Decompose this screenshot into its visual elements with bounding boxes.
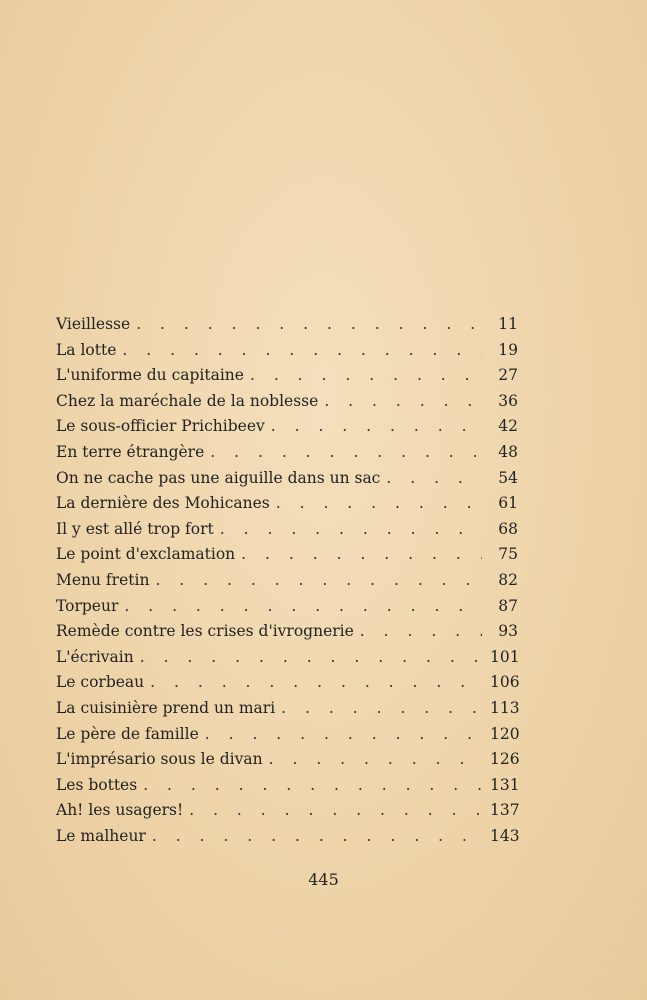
leader-dots: [136, 312, 482, 338]
toc-entry: [56, 440, 518, 466]
toc-entry: [56, 670, 518, 696]
toc-entry-title: Le corbeau: [56, 673, 145, 692]
toc-entry-title: En terre étrangère: [56, 442, 205, 461]
toc-entry-title: Le malheur: [56, 826, 146, 845]
leader-dots: [210, 440, 482, 466]
toc-entry: [56, 645, 518, 671]
leader-dots: [269, 747, 482, 773]
leader-dots: [143, 773, 482, 799]
leader-dots: [386, 466, 482, 492]
toc-entry: [56, 517, 518, 543]
toc-entry: [56, 338, 518, 364]
toc-entry-page: 131: [490, 775, 520, 794]
toc-entry-page: 42: [498, 417, 518, 436]
toc-entry: [56, 798, 518, 824]
leader-dots: [276, 491, 482, 517]
toc-entry-page: 19: [498, 340, 518, 359]
toc-entry-page: 54: [498, 468, 518, 487]
toc-entry-page: 11: [498, 315, 518, 333]
toc-entry-page: 120: [490, 724, 520, 743]
toc-entry-title: L'uniforme du capitaine: [56, 366, 244, 385]
toc-entry: [56, 568, 518, 594]
leader-dots: [220, 517, 482, 543]
toc-entry-title: Torpeur: [56, 596, 119, 615]
toc-entry-page: 101: [490, 647, 520, 666]
toc-entry-page: 75: [498, 545, 518, 564]
toc-entry-title: Les bottes: [56, 775, 138, 794]
toc-entry-title: L'écrivain: [56, 647, 134, 666]
table-of-contents: [56, 312, 518, 849]
toc-entry-title: Le sous-officier Prichibeev: [56, 417, 265, 436]
toc-entry: [56, 389, 518, 415]
toc-entry: [56, 414, 518, 440]
toc-entry-title: Il y est allé trop fort: [56, 519, 214, 538]
leader-dots: [155, 568, 482, 594]
toc-entry-page: 93: [498, 622, 518, 641]
toc-entry: [56, 594, 518, 620]
leader-dots: [324, 389, 482, 415]
toc-entry: [56, 619, 518, 645]
toc-entry-page: 48: [498, 442, 518, 461]
toc-entry-title: Le père de famille: [56, 724, 199, 743]
toc-entry: [56, 747, 518, 773]
toc-entry: [56, 491, 518, 517]
toc-entry-title: Le point d'exclamation: [56, 545, 236, 564]
toc-entry-title: Remède contre les crises d'ivrognerie: [56, 622, 354, 641]
leader-dots: [281, 696, 482, 722]
leader-dots: [360, 619, 482, 645]
toc-entry: [56, 773, 518, 799]
leader-dots: [152, 824, 482, 850]
leader-dots: [122, 338, 482, 364]
toc-entry-page: 61: [498, 494, 518, 513]
toc-entry-page: 36: [498, 391, 518, 410]
toc-entry-title: Vieillesse: [56, 315, 131, 333]
toc-entry-title: La cuisinière prend un mari: [56, 698, 276, 717]
leader-dots: [124, 594, 482, 620]
toc-entry-title: La dernière des Mohicanes: [56, 494, 270, 513]
leader-dots: [140, 645, 482, 671]
toc-entry-page: 87: [498, 596, 518, 615]
toc-entry-title: La lotte: [56, 340, 117, 359]
toc-entry: [56, 466, 518, 492]
leader-dots: [150, 670, 482, 696]
toc-entry-title: Menu fretin: [56, 570, 150, 589]
toc-entry-title: On ne cache pas une aiguille dans un sac: [56, 468, 381, 487]
toc-entry: [56, 696, 518, 722]
toc-entry-page: 82: [498, 570, 518, 589]
toc-entry: [56, 824, 518, 850]
toc-entry: [56, 542, 518, 568]
leader-dots: [205, 722, 482, 748]
toc-entry-page: 113: [490, 698, 520, 717]
toc-entry-page: 126: [490, 750, 520, 769]
leader-dots: [189, 798, 482, 824]
page-number: 445: [308, 870, 339, 889]
toc-entry-page: 137: [490, 801, 520, 820]
toc-entry: [56, 363, 518, 389]
toc-entry: [56, 722, 518, 748]
toc-entry: [56, 312, 518, 338]
toc-entry-page: 143: [490, 826, 520, 845]
toc-entry-page: 68: [498, 519, 518, 538]
leader-dots: [241, 542, 482, 568]
toc-entry-page: 27: [498, 366, 518, 385]
toc-entry-title: Chez la maréchale de la noblesse: [56, 391, 319, 410]
toc-entry-page: 106: [490, 673, 520, 692]
leader-dots: [271, 414, 482, 440]
leader-dots: [250, 363, 482, 389]
toc-entry-title: L'imprésario sous le divan: [56, 750, 263, 769]
toc-entry-title: Ah! les usagers!: [56, 801, 184, 820]
